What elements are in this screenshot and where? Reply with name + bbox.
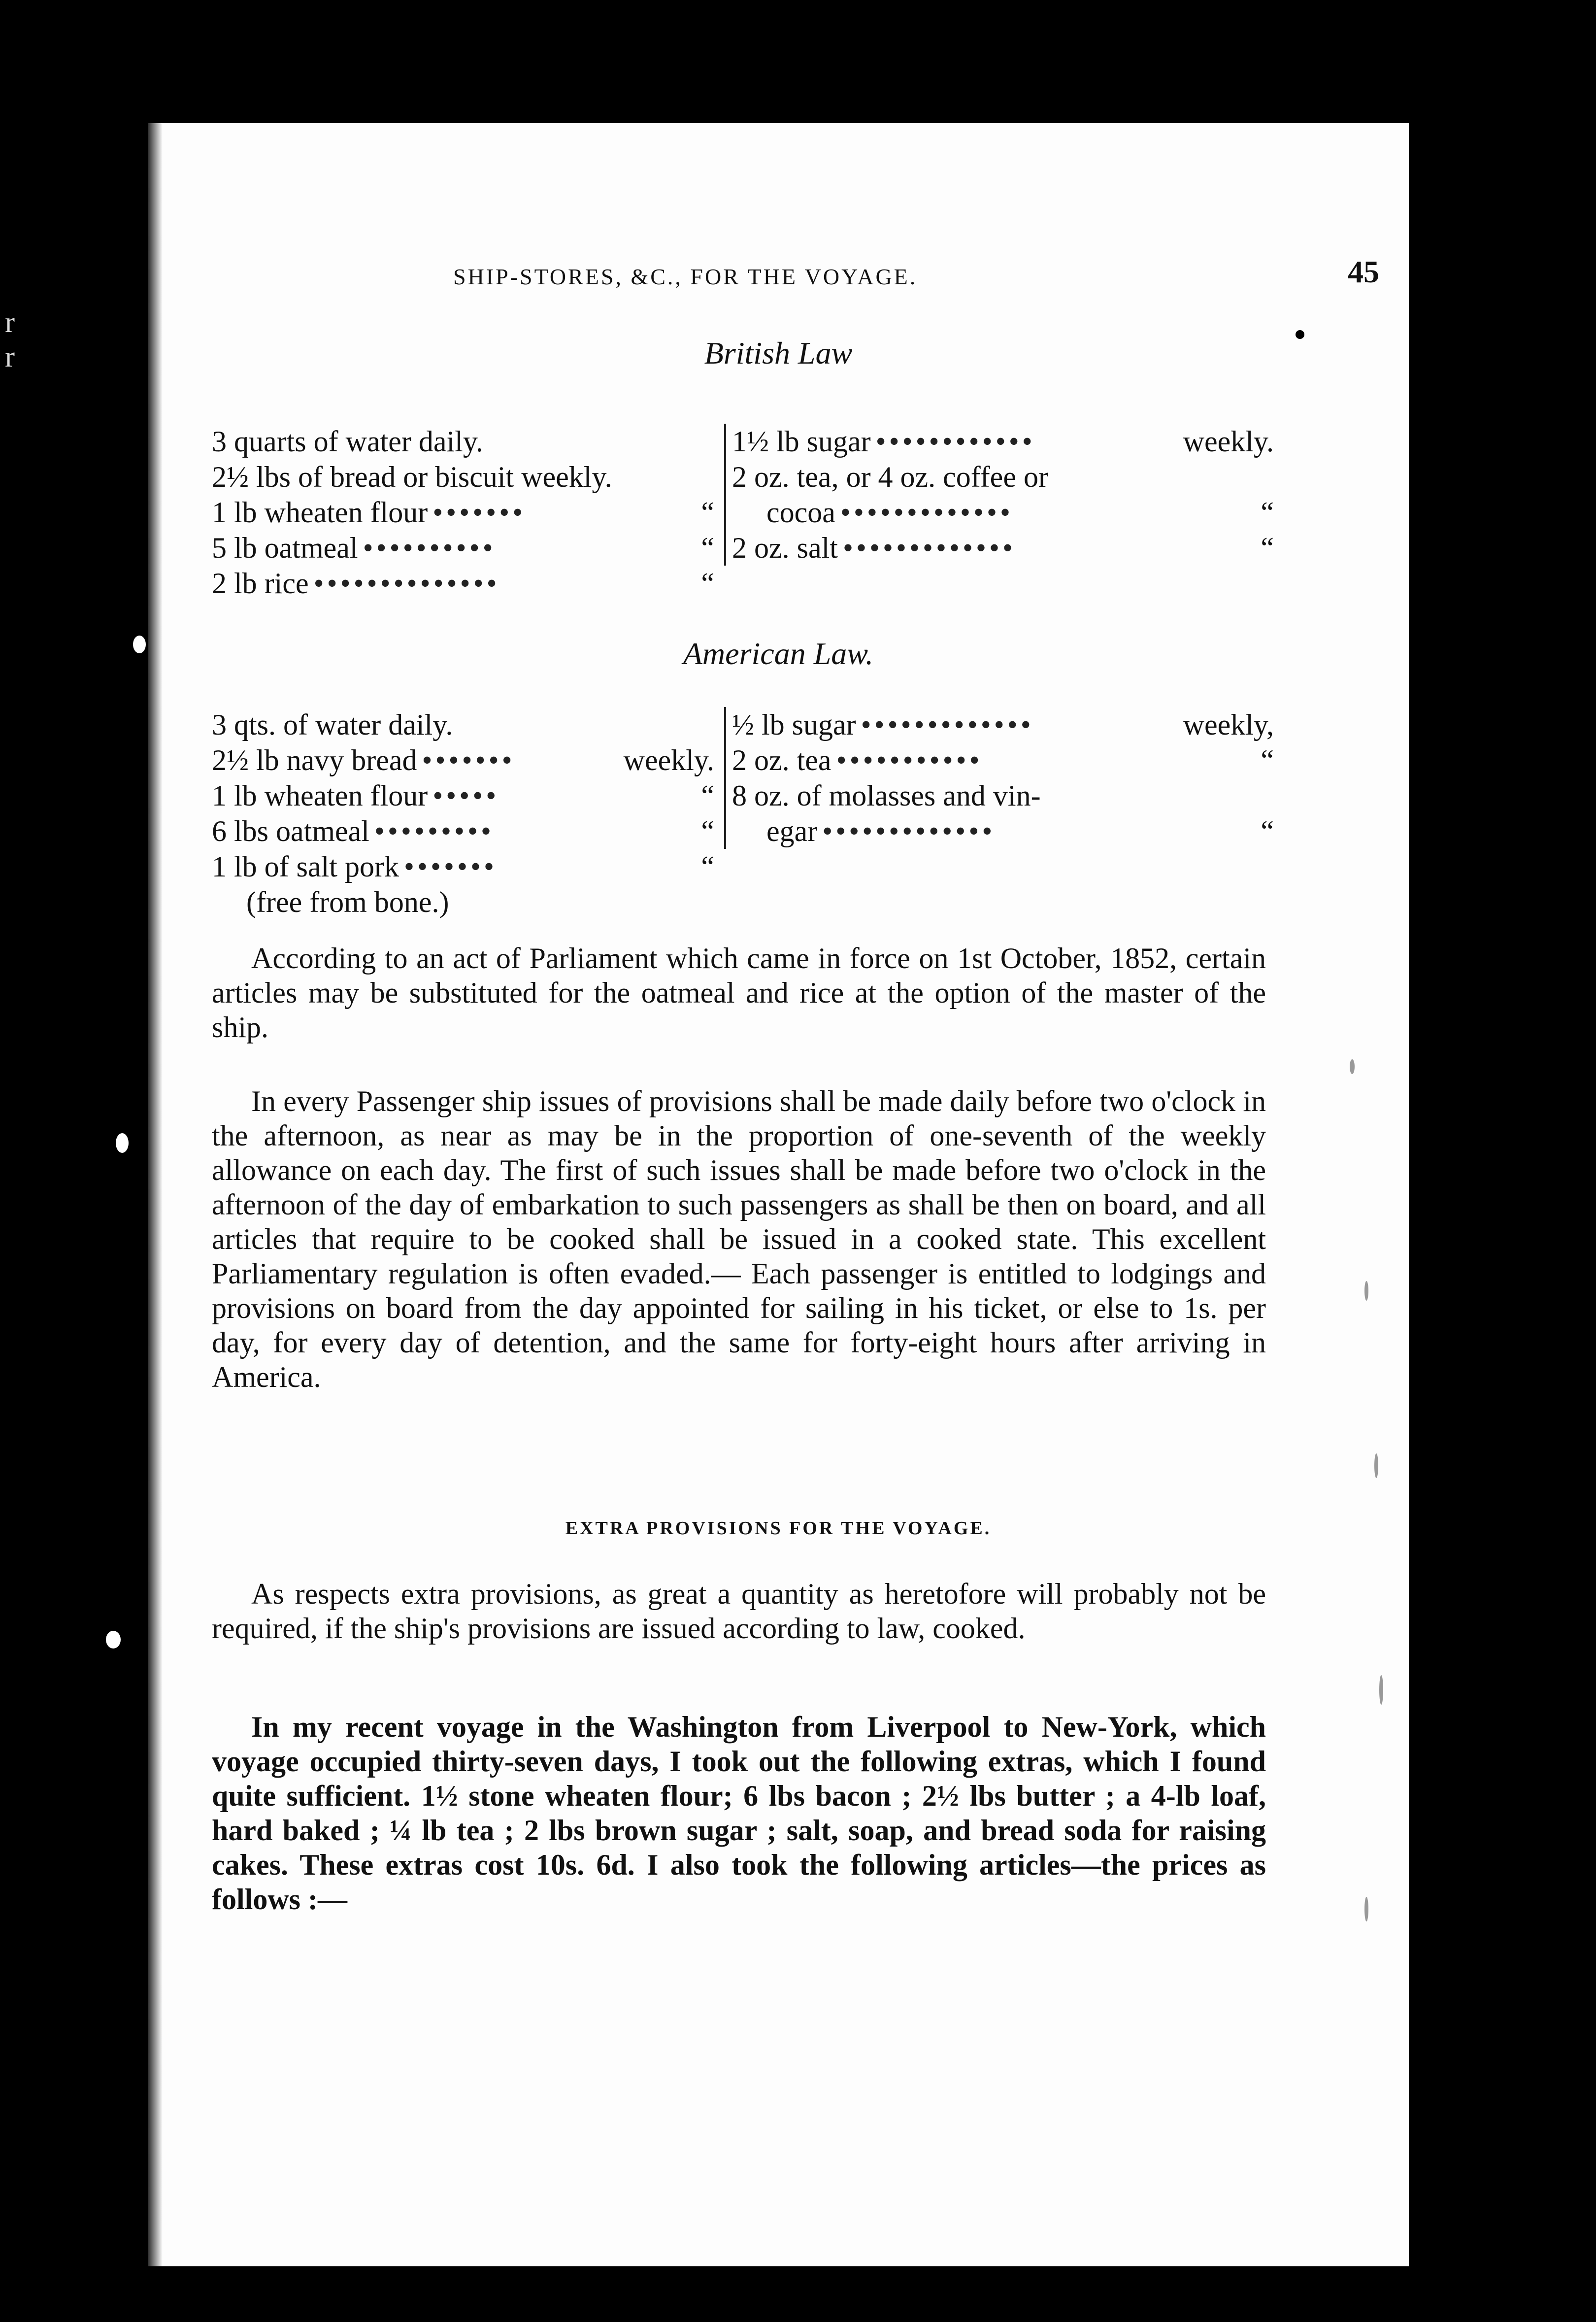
page-gutter-shadow	[148, 123, 163, 2266]
dot-leader: •••••••••••••	[822, 815, 996, 847]
ration-row	[212, 424, 714, 459]
ration-unit: “	[1261, 532, 1274, 564]
paragraph-parliament-act: According to an act of Parliament which came in force on 1st October, 1852, certain articles may be substituted for the oatmeal and rice at the option of the master of the ship.	[212, 942, 1266, 1043]
ration-unit: “	[1261, 815, 1274, 847]
dot-leader: •••••••	[422, 744, 515, 776]
british-law-right-column	[724, 424, 1274, 566]
ration-row	[732, 495, 1274, 530]
ration-row	[732, 813, 1274, 849]
dot-leader: ••••••••••••••	[313, 567, 500, 600]
american-law-right-column	[724, 707, 1274, 849]
scan-speck	[1296, 330, 1304, 339]
dot-leader	[454, 884, 709, 920]
ration-item: egar	[766, 815, 818, 847]
ration-row	[212, 778, 714, 813]
ration-row	[732, 459, 1274, 495]
ration-row	[732, 530, 1274, 566]
scan-speck	[1374, 1453, 1378, 1478]
ration-row	[212, 459, 714, 495]
scan-speck	[133, 636, 146, 653]
ration-unit: “	[701, 496, 714, 529]
ration-item: 1 lb wheaten flour	[212, 496, 428, 529]
ration-row	[732, 424, 1274, 459]
ration-unit: “	[701, 850, 714, 883]
page-header	[453, 254, 1379, 298]
dot-leader	[617, 459, 709, 495]
running-title: SHIP-STORES, &C., FOR THE VOYAGE.	[453, 264, 918, 289]
american-law-title: American Law.	[683, 636, 874, 671]
scan-speck	[116, 1133, 129, 1153]
ration-item: ½ lb sugar	[732, 708, 856, 741]
ration-row	[212, 849, 714, 884]
extra-provisions-heading: EXTRA PROVISIONS FOR THE VOYAGE.	[565, 1518, 992, 1539]
ration-item: cocoa	[766, 496, 835, 529]
scan-speck	[1364, 1897, 1368, 1921]
dot-leader	[1046, 778, 1269, 813]
ration-unit: weekly.	[623, 744, 714, 776]
page-number: 45	[1348, 254, 1379, 289]
ration-item: 1½ lb sugar	[732, 425, 871, 458]
ration-item: 2 oz. salt	[732, 532, 838, 564]
dot-leader: •••••••	[432, 496, 526, 529]
dot-leader	[488, 424, 709, 459]
ration-item: 2½ lbs of bread or biscuit weekly.	[212, 461, 612, 493]
dot-leader: •••••••••••••	[842, 532, 1016, 564]
scan-speck	[106, 1631, 121, 1649]
scan-speck	[1379, 1675, 1383, 1705]
ration-unit: weekly.	[1183, 425, 1274, 458]
dot-leader	[1053, 459, 1269, 495]
ration-item: (free from bone.)	[246, 886, 449, 918]
ration-item: 8 oz. of molasses and vin-	[732, 779, 1041, 812]
ration-row	[212, 566, 714, 601]
ration-row	[212, 813, 714, 849]
dot-leader: •••••••	[403, 850, 497, 883]
ration-item: 2½ lb navy bread	[212, 744, 417, 776]
ration-item: 2 oz. tea, or 4 oz. coffee or	[732, 461, 1048, 493]
american-law-table	[212, 707, 1274, 924]
american-law-left-column	[212, 707, 714, 920]
book-page	[148, 123, 1409, 2266]
british-law-left-column	[212, 424, 714, 601]
scan-speck	[1350, 1059, 1355, 1074]
dot-leader: •••••••••••••	[840, 496, 1013, 529]
adjacent-page-fragment: r	[5, 340, 15, 373]
ration-unit: “	[1261, 744, 1274, 776]
ration-item: 2 lb rice	[212, 567, 309, 600]
dot-leader: •••••	[432, 779, 499, 812]
ration-row	[212, 707, 714, 742]
dot-leader: ••••••••••••	[875, 425, 1035, 458]
ration-unit: weekly,	[1183, 708, 1274, 741]
ration-item: 1 lb wheaten flour	[212, 779, 428, 812]
ration-unit: “	[701, 567, 714, 600]
ration-item: 5 lb oatmeal	[212, 532, 358, 564]
ration-unit: “	[1261, 496, 1274, 529]
dot-leader: ••••••••••	[363, 532, 496, 564]
ration-item: 2 oz. tea	[732, 744, 831, 776]
dot-leader	[458, 707, 709, 742]
ration-item: 6 lbs oatmeal	[212, 815, 369, 847]
dot-leader: •••••••••••	[836, 744, 983, 776]
ration-row	[212, 495, 714, 530]
ration-row	[212, 742, 714, 778]
paragraph-washington-voyage: In my recent voyage in the Washington from Liverpool to New-York, which voyage occupied thirty-seven days, I took out the following extras, which I found quite sufficient. 1½ stone wheaten flour; 6 lbs bacon ; 2½ lbs butter ; a 4-lb loaf, hard baked ; ¼ lb tea ; 2 lbs brown sugar ; salt, soap, and bread soda for raising cakes. These extras cost 10s. 6d. I also took the following articles—the prices as follows :—	[212, 1711, 1266, 1916]
british-law-title: British Law	[704, 336, 853, 370]
dot-leader: •••••••••••••	[861, 708, 1034, 741]
ration-item: 1 lb of salt pork	[212, 850, 399, 883]
dot-leader: •••••••••	[374, 815, 494, 847]
ration-unit: “	[701, 532, 714, 564]
ration-row	[212, 530, 714, 566]
ration-unit: “	[701, 779, 714, 812]
ration-row	[732, 778, 1274, 813]
ration-row	[732, 707, 1274, 742]
british-law-table	[212, 424, 1274, 606]
adjacent-page-fragment: r	[5, 306, 15, 338]
paragraph-issue-regulation: In every Passenger ship issues of provisions shall be made daily before two o'clock in the afternoon, as near as may be in the proportion of one-seventh of the weekly allowance on each day. The first of such issues shall be made before two o'clock in the afternoon of the day of embarkation to such passengers as shall be then on board, and all articles that require to be cooked shall be issued in a cooked state. This excellent Parliamentary regulation is often evaded.— Each passenger is entitled to lodgings and provisions on board from the day appointed for sailing in his ticket, or else to 1s. per day, for every day of detention, and the same for forty-eight hours after arriving in America.	[212, 1085, 1266, 1393]
ration-row	[732, 742, 1274, 778]
scan-speck	[1364, 1281, 1368, 1301]
ration-item: 3 qts. of water daily.	[212, 708, 453, 741]
ration-unit: “	[701, 815, 714, 847]
ration-item: 3 quarts of water daily.	[212, 425, 483, 458]
paragraph-extra-provisions: As respects extra provisions, as great a quantity as heretofore will probably not be required, if the ship's provisions are issued according to law, cooked.	[212, 1578, 1266, 1645]
ration-row	[212, 884, 714, 920]
